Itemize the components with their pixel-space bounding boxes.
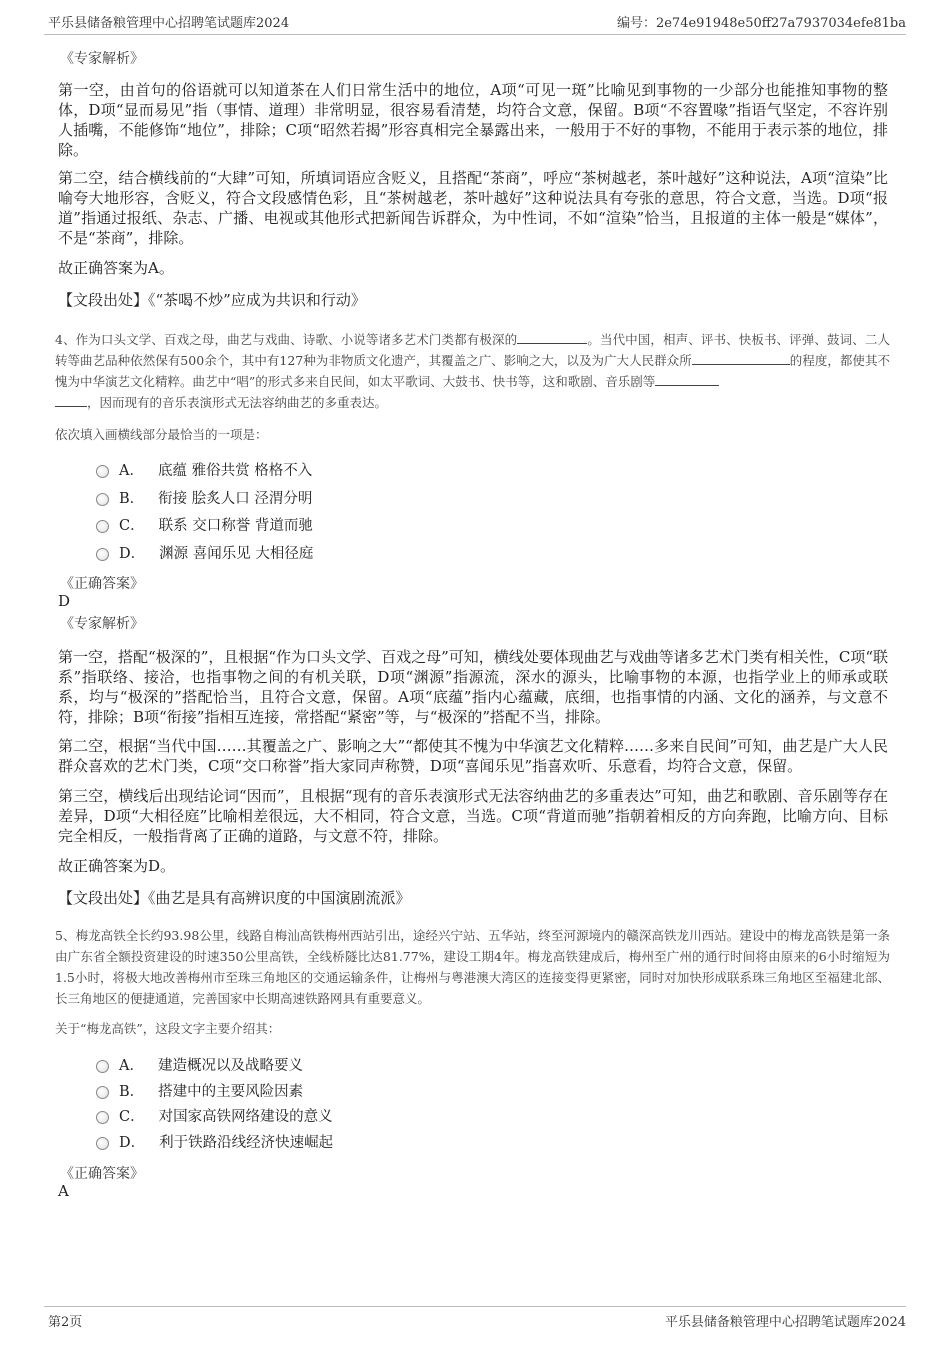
q4-option-b[interactable] [96, 487, 312, 508]
q5-option-c[interactable] [96, 1105, 333, 1126]
q5-option-a[interactable] [96, 1054, 303, 1075]
option-text: 搭建中的主要风险因素 [158, 1084, 304, 1100]
q3-conclusion: 故正确答案为A。 [58, 259, 174, 277]
q4-option-d[interactable] [96, 542, 313, 563]
q5-stem: 5、梅龙高铁全长约93.98公里，线路自梅汕高铁梅州西站引出，途经兴宁站、五华站，终至河源境内的赣深高铁龙川西站。建设中的梅龙高铁是第一条由广东省全额投资建设的时速350公里高铁，全线桥隧比达81.77%，建设工期4年。梅龙高铁建成后，梅州至广州的通行时间将由原来的6小时缩短为1.5小时，将极大地改善梅州市至珠三角地区的交通运输条件，让梅州与粤港澳大湾区的连接变得更紧密，同时对加快形成联系珠三角地区至福建北部、长三角地区的便捷通道，完善国家中长期高速铁路网具有重要意义。 [55, 928, 890, 1006]
q3-source: 【文段出处】《“茶喝不炒”应成为共识和行动》 [58, 291, 366, 309]
q4-stem-part1: 4、作为口头文学、百戏之母，曲艺与戏曲、诗歌、小说等诸多艺术门类都有极深的 [55, 332, 518, 347]
q5-prompt: 关于“梅龙高铁”，这段文字主要介绍其： [55, 1021, 281, 1036]
page-number: 第2页 [48, 1315, 83, 1330]
q4-analysis-label: 《专家解析》 [60, 616, 144, 632]
q4-source: 【文段出处】《曲艺是具有高辨识度的中国演剧流派》 [58, 889, 411, 907]
radio-icon[interactable] [96, 548, 109, 561]
q4-analysis-para3: 第三空，横线后出现结论词“因而”，且根据“现有的音乐表演形式无法容纳曲艺的多重表达”可知，曲艺和歌剧、音乐剧等存在差异，D项“大相径庭”比喻相差很远，大不相同，符合文意，当选。C项“背道而驰”指朝着相反的方向奔跑，比喻方向、目标完全相反，一般指背离了正确的道路，与文意不符，排除。 [58, 787, 888, 845]
option-text: 衔接 脍炙人口 泾渭分明 [158, 491, 313, 507]
option-text: 利于铁路沿线经济快速崛起 [159, 1135, 334, 1151]
option-key: A． [119, 463, 144, 479]
header-divider [44, 34, 906, 35]
q3-analysis-para1: 第一空，由首句的俗语就可以知道茶在人们日常生活中的地位，A项“可见一斑”比喻见到事物的一少部分也能推知事物的整体，D项“显而易见”指（事情、道理）非常明显，很容易看清楚，均符合文意，保留。B项“不容置喙”指语气坚定，不容许别人插嘴，不能修饰“地位”，排除；C项“昭然若揭”形容真相完全暴露出来，一般用于不好的事物，不能用于表示茶的地位，排除。 [58, 81, 888, 159]
option-text: 建造概况以及战略要义 [157, 1058, 303, 1074]
q3-analysis-label: 《专家解析》 [60, 51, 144, 67]
option-key: D． [119, 1135, 146, 1151]
q4-answer-label: 《正确答案》 [60, 576, 144, 592]
q4-analysis-para2: 第二空，根据“当代中国……其覆盖之广、影响之大”“都使其不愧为中华演艺文化精粹……多来自民间”可知，曲艺是广大人民群众喜欢的艺术门类，C项“交口称誉”指大家同声称赞，D项“喜闻乐见”指喜欢听、乐意看，均符合文意，保留。 [58, 737, 888, 775]
footer-divider [44, 1306, 906, 1307]
option-key: C． [119, 1109, 145, 1125]
q4-blank-3 [655, 373, 719, 386]
q5-option-d[interactable] [96, 1131, 333, 1152]
radio-icon[interactable] [96, 1111, 109, 1124]
q4-conclusion: 故正确答案为D。 [58, 857, 176, 875]
q4-stem-part4: ，因而现有的音乐表演形式无法容纳曲艺的多重表达。 [87, 395, 388, 410]
footer-title: 平乐县储备粮管理中心招聘笔试题库2024 [664, 1315, 906, 1330]
q4-answer: D [58, 592, 71, 610]
q4-stem-part2: 。当代中国，相声、评书、快板书、评弹、鼓词、二人转等曲艺品种依然保有500余个，其中有127种为非物质文化遗产，其覆盖之广、影响之大，以及为广大人民群众所 [55, 332, 890, 368]
radio-icon[interactable] [96, 1137, 109, 1150]
q4-stem [55, 329, 890, 413]
q4-blank-3b [55, 394, 87, 407]
header-doc-id: 编号：2e74e91948e50ff27a7937034efe81ba [616, 16, 906, 31]
option-text: 底蕴 雅俗共赏 格格不入 [157, 463, 313, 479]
q5-answer: A [58, 1182, 69, 1200]
q5-option-b[interactable] [96, 1080, 303, 1101]
q4-prompt: 依次填入画横线部分最恰当的一项是： [55, 427, 268, 442]
radio-icon[interactable] [96, 493, 109, 506]
q4-option-a[interactable] [96, 459, 312, 480]
header-title: 平乐县储备粮管理中心招聘笔试题库2024 [48, 16, 290, 31]
option-text: 联系 交口称誉 背道而驰 [158, 518, 313, 534]
radio-icon[interactable] [96, 520, 109, 533]
q4-stem-part3: 的程度，都使其不愧为中华演艺文化精粹。曲艺中“唱”的形式多来自民间，如太平歌词、大鼓书、快书等，这和歌剧、音乐剧等 [55, 353, 890, 389]
option-text: 对国家高铁网络建设的意义 [158, 1109, 333, 1125]
q4-option-c[interactable] [96, 514, 313, 535]
q4-blank-2 [692, 352, 790, 365]
radio-icon[interactable] [96, 465, 109, 478]
option-key: A． [119, 1058, 144, 1074]
q3-analysis-para2: 第二空，结合横线前的“大肆”可知，所填词语应含贬义，且搭配“茶商”，呼应“茶树越老，茶叶越好”这种说法，A项“渲染”比喻夸大地形容，含贬义，符合文段感情色彩，且“茶树越老，茶叶越好”这种说法具有夸张的意思，符合文意，当选。D项“报道”指通过报纸、杂志、广播、电视或其他形式把新闻告诉群众，为中性词，不如“渲染”恰当，且报道的主体一般是“媒体”，不是“茶商”，排除。 [58, 169, 888, 247]
option-text: 渊源 喜闻乐见 大相径庭 [159, 546, 314, 562]
option-key: D． [119, 546, 146, 562]
q4-blank-1 [517, 331, 587, 344]
q5-answer-label: 《正确答案》 [60, 1166, 144, 1182]
radio-icon[interactable] [96, 1086, 109, 1099]
option-key: B． [119, 491, 145, 507]
option-key: C． [119, 518, 145, 534]
radio-icon[interactable] [96, 1060, 109, 1073]
q4-analysis-para1: 第一空，搭配“极深的”，且根据“作为口头文学、百戏之母”可知，横线处要体现曲艺与戏曲等诸多艺术门类有相关性，C项“联系”指联络、接洽，也指事物之间的有机关联，D项“渊源”指源流，深水的源头，比喻事物的本源，也指学业上的师承或联系，均与“极深的”搭配恰当，且符合文意，保留。A项“底蕴”指内心蕴藏，底细，也指事情的内涵、文化的涵养，与文意不符，排除；B项“衔接”指相互连接，常搭配“紧密”等，与“极深的”搭配不当，排除。 [58, 648, 888, 726]
option-key: B． [119, 1084, 145, 1100]
